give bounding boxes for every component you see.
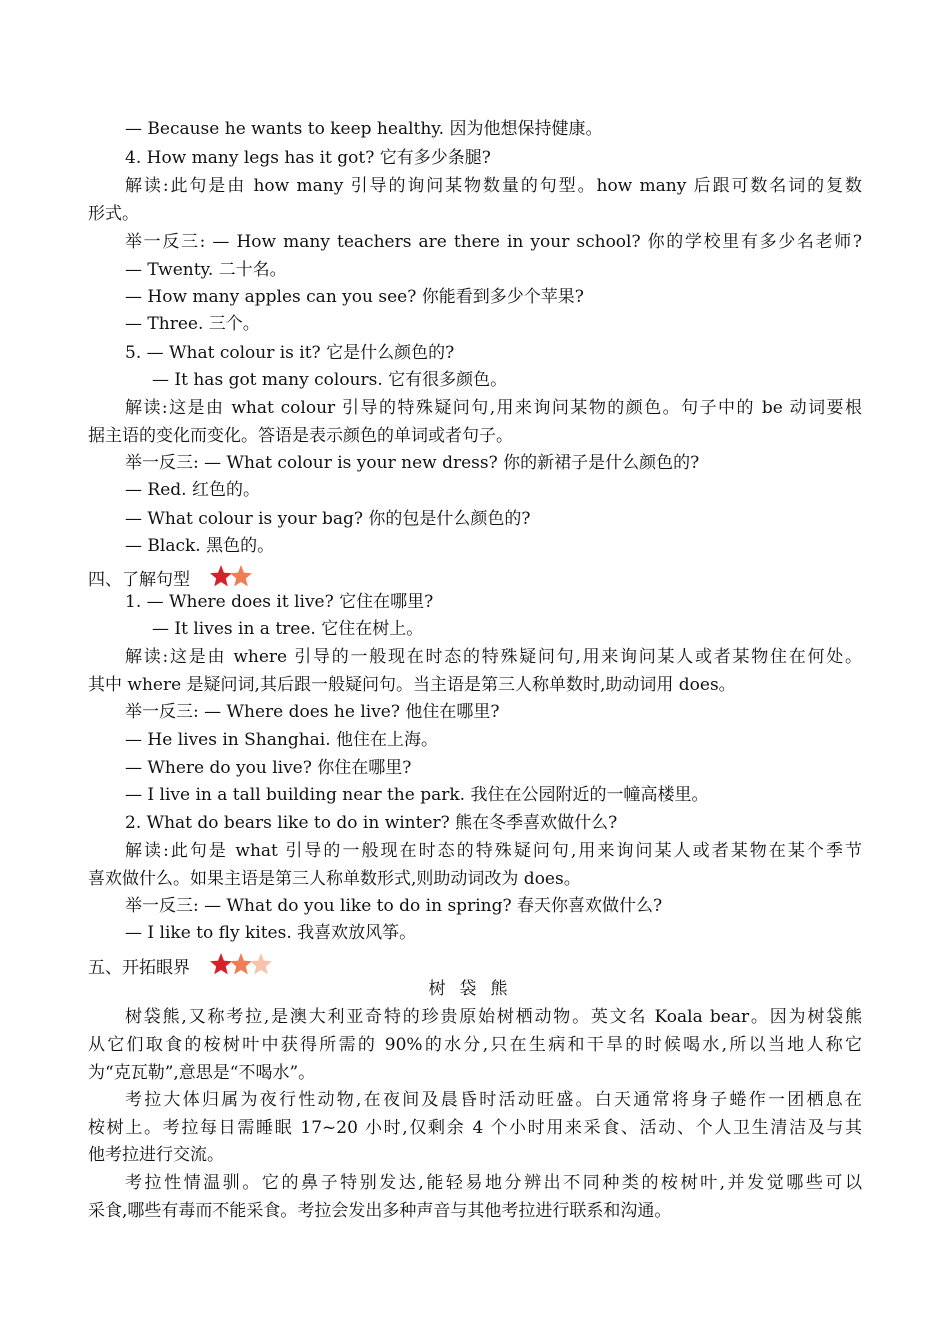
text-line: — Twenty. 二十名。 (125, 260, 287, 280)
text-line: 解读:这是由 where 引导的一般现在时态的特殊疑问句,用来询问某人或者某物住在何处。 (125, 647, 862, 667)
text-line: 解读:此句是 what 引导的一般现在时态的特殊疑问句,用来询问某人或者某物在某个季节 (125, 841, 862, 861)
text-line: 解读:此句是由 how many 引导的询问某物数量的句型。how many 后跟可数名词的复数 (125, 176, 862, 196)
star-icon (229, 564, 253, 588)
text-line: 2. What do bears like to do in winter? 熊在冬季喜欢做什么? (125, 813, 618, 833)
section-title: 五、开拓眼界 (88, 958, 190, 978)
article-title: 树袋熊 (428, 979, 522, 999)
text-line: — Black. 黑色的。 (125, 536, 275, 556)
text-line: 1. — Where does it live? 它住在哪里? (125, 592, 434, 612)
text-line: — It has got many colours. 它有很多颜色。 (152, 370, 508, 390)
difficulty-rating (209, 952, 269, 981)
star-shape (230, 565, 252, 586)
text-line: 考拉性情温驯。它的鼻子特别发达,能轻易地分辨出不同种类的桉树叶,并发觉哪些可以 (125, 1173, 862, 1193)
section-heading-4 (88, 564, 862, 593)
text-line: — Where do you live? 你住在哪里? (125, 758, 412, 778)
text-line: 举一反三: — What colour is your new dress? 你的新裙子是什么颜色的? (125, 453, 700, 473)
text-line: 举一反三: — Where does he live? 他住在哪里? (125, 702, 500, 722)
text-line: 举一反三: — How many teachers are there in your school? 你的学校里有多少名老师? (125, 232, 862, 252)
text-line: 解读:这是由 what colour 引导的特殊疑问句,用来询问某物的颜色。句子中的 be 动词要根 (125, 398, 862, 418)
text-line: 其中 where 是疑问词,其后跟一般疑问句。当主语是第三人称单数时,助动词用 does。 (88, 675, 736, 695)
text-line: 据主语的变化而变化。答语是表示颜色的单词或者句子。 (88, 426, 513, 446)
text-line: — Three. 三个。 (125, 314, 260, 334)
text-line: 桉树上。考拉每日需睡眠 17~20 小时,仅剩余 4 个小时用来采食、活动、个人卫生清洁及与其 (88, 1118, 862, 1138)
text-line: 为“克瓦勒”,意思是“不喝水”。 (88, 1063, 316, 1083)
text-line: 树袋熊,又称考拉,是澳大利亚奇特的珍贵原始树栖动物。英文名 Koala bear。因为树袋熊 (125, 1007, 862, 1027)
difficulty-rating (209, 564, 249, 593)
text-line: 举一反三: — What do you like to do in spring? 春天你喜欢做什么? (125, 896, 663, 916)
section-heading-5 (88, 952, 862, 981)
text-line: 5. — What colour is it? 它是什么颜色的? (125, 343, 455, 363)
text-line: — I live in a tall building near the park. 我住在公园附近的一幢高楼里。 (125, 785, 709, 805)
text-line: 采食,哪些有毒而不能采食。考拉会发出多种声音与其他考拉进行联系和沟通。 (88, 1201, 672, 1221)
text-line: — It lives in a tree. 它住在树上。 (152, 619, 424, 639)
text-line: — He lives in Shanghai. 他住在上海。 (125, 730, 439, 750)
text-line: — What colour is your bag? 你的包是什么颜色的? (125, 509, 531, 529)
star-shape (250, 953, 272, 974)
text-line: 考拉大体归属为夜行性动物,在夜间及晨昏时活动旺盛。白天通常将身子蜷作一团栖息在 (125, 1090, 862, 1110)
text-line: — How many apples can you see? 你能看到多少个苹果? (125, 287, 584, 307)
text-line: 他考拉进行交流。 (88, 1145, 224, 1165)
text-line: 4. How many legs has it got? 它有多少条腿? (125, 148, 491, 168)
text-line: 从它们取食的桉树叶中获得所需的 90%的水分,只在生病和干旱的时候喝水,所以当地人称它 (88, 1035, 862, 1055)
section-title: 四、了解句型 (88, 570, 190, 590)
text-line: — I like to fly kites. 我喜欢放风筝。 (125, 923, 417, 943)
star-icon (249, 952, 273, 976)
text-line: — Because he wants to keep healthy. 因为他想保持健康。 (125, 119, 603, 139)
text-line: — Red. 红色的。 (125, 480, 260, 500)
text-line: 形式。 (88, 204, 139, 224)
text-line: 喜欢做什么。如果主语是第三人称单数形式,则助动词改为 does。 (88, 869, 581, 889)
